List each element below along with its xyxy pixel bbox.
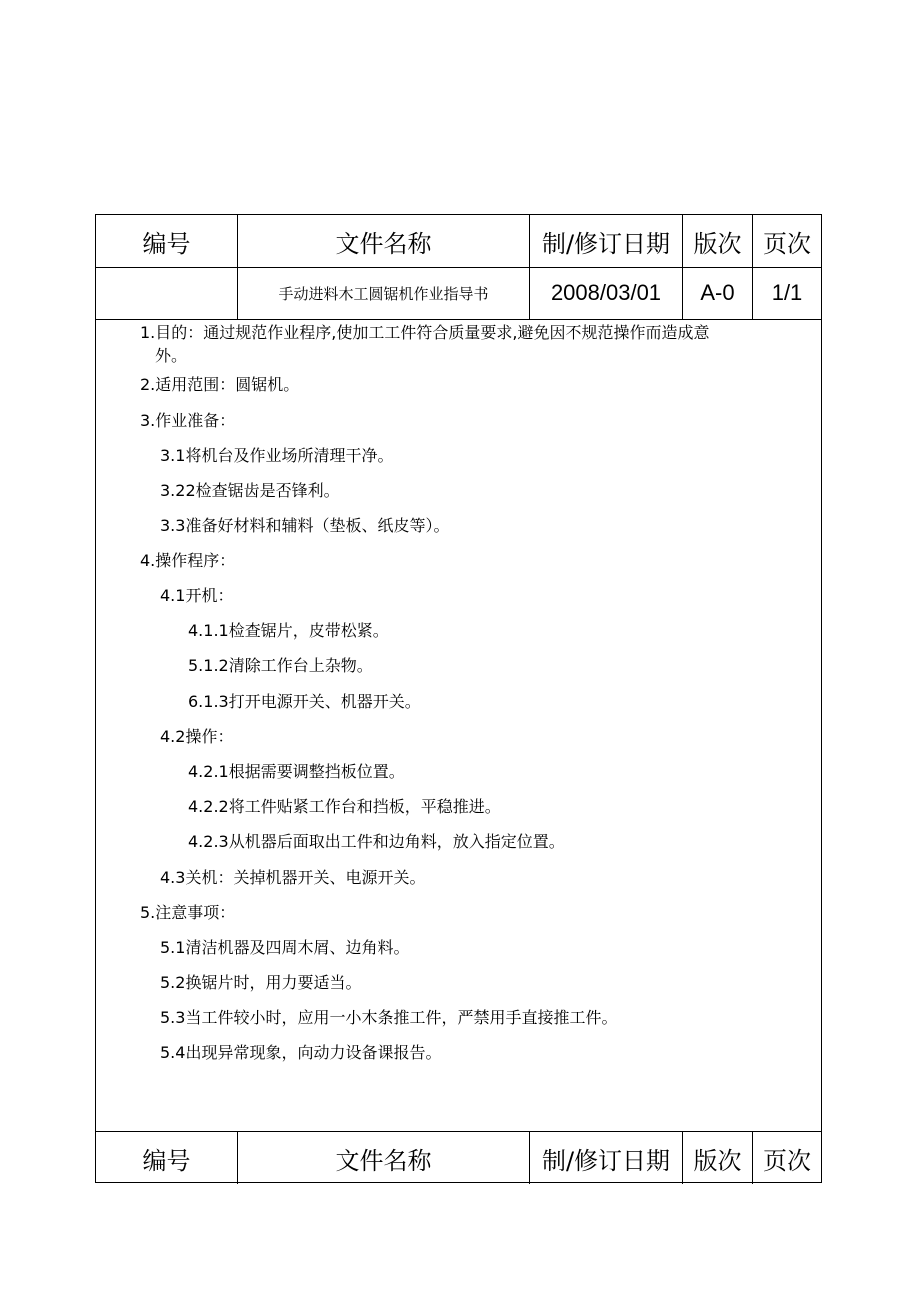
footer-row — [96, 1131, 821, 1184]
name-header: 文件名称 — [238, 215, 530, 267]
content-line: 5.2换锯片时，用力要适当。 — [160, 973, 362, 992]
document-form — [95, 214, 822, 1183]
content-line: 1.目的：通过规范作业程序,使加工工件符合质量要求,避免因不规范操作而造成意 — [140, 323, 710, 342]
content-line: 5.1.2清除工作台上杂物。 — [188, 656, 373, 675]
content-line: 5.4出现异常现象，向动力设备课报告。 — [160, 1043, 442, 1062]
content-line: 3.1将机台及作业场所清理干净。 — [160, 446, 394, 465]
page-value: 1/1 — [771, 280, 803, 305]
content-line: 5.3当工件较小时，应用一小木条推工件，严禁用手直接推工件。 — [160, 1008, 618, 1027]
content-line: 4.2.1根据需要调整挡板位置。 — [188, 762, 405, 781]
content-line: 3.22检查锯齿是否锋利。 — [160, 481, 340, 500]
content-line: 4.1.1检查锯片，皮带松紧。 — [188, 621, 389, 640]
record-row — [96, 267, 821, 320]
date-footer: 制/修订日期 — [530, 1132, 683, 1184]
name-footer: 文件名称 — [238, 1132, 530, 1184]
id-value — [96, 267, 238, 319]
content-line: 4.2操作： — [160, 727, 234, 746]
page-header: 页次 — [763, 229, 811, 258]
content-line: 4.2.2将工件贴紧工作台和挡板，平稳推进。 — [188, 797, 501, 816]
content-line: 4.操作程序： — [140, 551, 236, 570]
content-line: 4.2.3从机器后面取出工件和边角料，放入指定位置。 — [188, 832, 565, 851]
version-footer: 版次 — [683, 1132, 753, 1184]
content-body — [96, 320, 821, 1131]
content-line: 3.3准备好材料和辅料（垫板、纸皮等）。 — [160, 516, 450, 535]
content-line: 6.1.3打开电源开关、机器开关。 — [188, 692, 421, 711]
content-line: 4.1开机： — [160, 586, 234, 605]
page-footer: 页次 — [763, 1146, 811, 1175]
content-line: 2.适用范围：圆锯机。 — [140, 375, 300, 394]
name-value: 手动进料木工圆锯机作业指导书 — [238, 267, 530, 319]
date-header: 制/修订日期 — [530, 215, 683, 267]
version-value: A-0 — [683, 267, 753, 319]
date-value: 2008/03/01 — [530, 267, 683, 319]
content-line: 5.1清洁机器及四周木屑、边角料。 — [160, 938, 410, 957]
id-footer: 编号 — [96, 1132, 238, 1184]
id-header: 编号 — [96, 215, 238, 267]
header-row — [96, 215, 821, 268]
content-line: 3.作业准备： — [140, 411, 236, 430]
content-line: 4.3关机：关掉机器开关、电源开关。 — [160, 868, 426, 887]
content-line: 外。 — [155, 346, 188, 365]
version-header: 版次 — [683, 215, 753, 267]
content-line: 5.注意事项： — [140, 903, 236, 922]
